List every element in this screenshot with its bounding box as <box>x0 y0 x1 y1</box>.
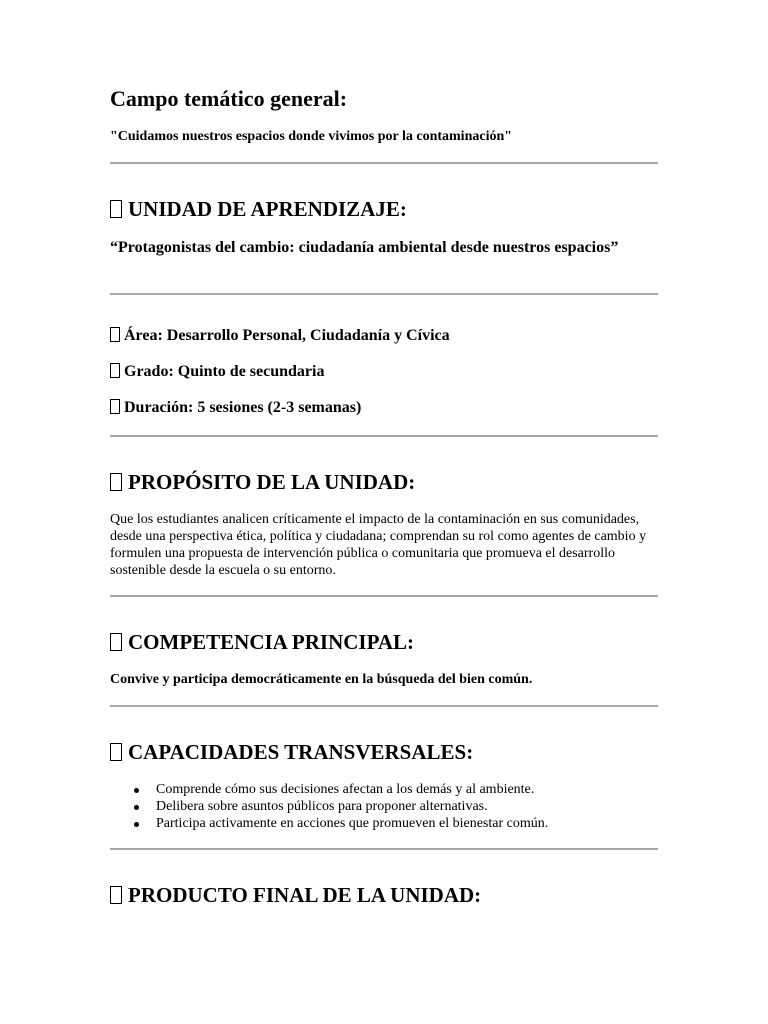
meta-area-text: Área: Desarrollo Personal, Ciudadanía y Cívica <box>124 327 450 344</box>
meta-area <box>110 326 450 346</box>
capacidades-list <box>110 781 548 832</box>
list-item: Participa activamente en acciones que promueven el bienestar común. <box>110 815 548 832</box>
list-item: Delibera sobre asuntos públicos para proponer alternativas. <box>110 798 548 815</box>
missing-glyph-icon <box>110 633 122 651</box>
meta-duracion <box>110 398 361 418</box>
unidad-heading-text: UNIDAD DE APRENDIZAJE: <box>128 197 407 221</box>
proposito-heading-text: PROPÓSITO DE LA UNIDAD: <box>128 470 416 494</box>
capacidades-heading <box>110 739 473 765</box>
missing-glyph-icon <box>110 473 122 491</box>
divider <box>110 848 658 850</box>
unidad-title: “Protagonistas del cambio: ciudadanía ambiental desde nuestros espacios” <box>110 239 619 256</box>
missing-glyph-icon <box>110 200 122 218</box>
divider <box>110 435 658 437</box>
unidad-heading <box>110 196 407 222</box>
meta-duracion-text: Duración: 5 sesiones (2-3 semanas) <box>124 399 362 416</box>
meta-grado <box>110 362 324 382</box>
competencia-heading-text: COMPETENCIA PRINCIPAL: <box>128 630 415 654</box>
meta-grado-text: Grado: Quinto de secundaria <box>124 363 325 380</box>
missing-glyph-icon <box>110 743 122 761</box>
proposito-text: Que los estudiantes analicen críticamente el impacto de la contaminación en sus comunidades, desde una perspectiva ética, política y ciudadana; comprendan su rol como agentes de cambio y formulen una propuesta de intervención pública o comunitaria que promueva el desarrollo sostenible desde la escuela o su entorno. <box>110 512 647 578</box>
missing-glyph-icon <box>110 886 122 904</box>
capacidades-heading-text: CAPACIDADES TRANSVERSALES: <box>128 740 474 764</box>
campo-title: Campo temático general: <box>110 86 348 111</box>
list-item: Comprende cómo sus decisiones afectan a los demás y al ambiente. <box>110 781 548 798</box>
divider <box>110 162 658 164</box>
producto-heading <box>110 882 481 908</box>
divider <box>110 705 658 707</box>
divider <box>110 595 658 597</box>
missing-glyph-icon <box>110 327 120 342</box>
competencia-heading <box>110 629 414 655</box>
proposito-heading <box>110 469 415 495</box>
missing-glyph-icon <box>110 363 120 378</box>
missing-glyph-icon <box>110 399 120 414</box>
competencia-text: Convive y participa democráticamente en la búsqueda del bien común. <box>110 672 533 687</box>
producto-heading-text: PRODUCTO FINAL DE LA UNIDAD: <box>128 883 482 907</box>
divider <box>110 293 658 295</box>
campo-quote: "Cuidamos nuestros espacios donde vivimos por la contaminación" <box>110 129 513 144</box>
